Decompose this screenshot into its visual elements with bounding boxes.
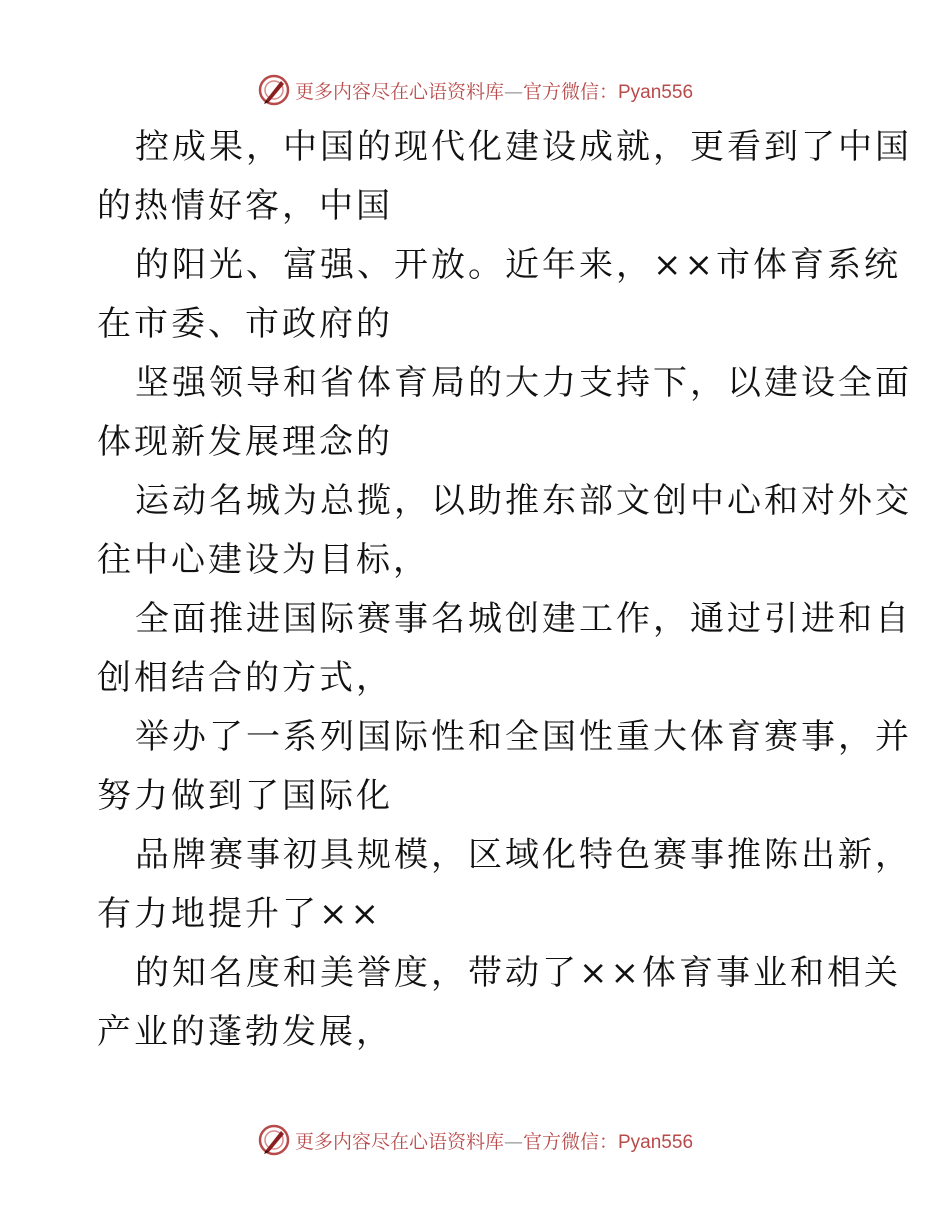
watermark-separator: — xyxy=(503,1130,523,1153)
paragraph-line: 的热情好客，中国 xyxy=(97,186,393,226)
watermark-suffix: 官方微信： xyxy=(522,80,618,103)
watermark-text: 更多内容尽在心语资料库 xyxy=(294,1130,504,1153)
paragraph-line: 品牌赛事初具规模，区域化特色赛事推陈出新， xyxy=(135,835,912,875)
paragraph-line: 坚强领导和省体育局的大力支持下，以建设全面 xyxy=(135,363,912,403)
watermark-id: Pyan556 xyxy=(618,1131,694,1153)
watermark-separator: — xyxy=(503,80,523,103)
paragraph-line: 产业的蓬勃发展， xyxy=(97,1012,393,1052)
paragraph-line: 努力做到了国际化 xyxy=(97,776,393,816)
paragraph-line: 的知名度和美誉度，带动了××体育事业和相关 xyxy=(135,953,901,993)
watermark-id: Pyan556 xyxy=(618,81,694,103)
paragraph-line: 体现新发展理念的 xyxy=(97,422,393,462)
footer-watermark xyxy=(0,1122,950,1158)
paragraph-line: 在市委、市政府的 xyxy=(97,304,393,344)
paragraph-line: 有力地提升了×× xyxy=(97,894,382,934)
pen-logo-icon xyxy=(257,1123,291,1157)
paragraph-line: 创相结合的方式， xyxy=(97,658,393,698)
paragraph-line: 控成果，中国的现代化建设成就，更看到了中国 xyxy=(135,127,912,167)
paragraph-line: 运动名城为总揽，以助推东部文创中心和对外交 xyxy=(135,481,912,521)
header-watermark xyxy=(0,72,950,108)
paragraph-line: 的阳光、富强、开放。近年来，××市体育系统 xyxy=(135,245,901,285)
document-body xyxy=(97,118,912,1062)
paragraph-line: 往中心建设为目标， xyxy=(97,540,430,580)
paragraph-line: 全面推进国际赛事名城创建工作，通过引进和自 xyxy=(135,599,912,639)
pen-logo-icon xyxy=(257,73,291,107)
paragraph-line: 举办了一系列国际性和全国性重大体育赛事，并 xyxy=(135,717,912,757)
watermark-text: 更多内容尽在心语资料库 xyxy=(294,80,504,103)
watermark-suffix: 官方微信： xyxy=(522,1130,618,1153)
